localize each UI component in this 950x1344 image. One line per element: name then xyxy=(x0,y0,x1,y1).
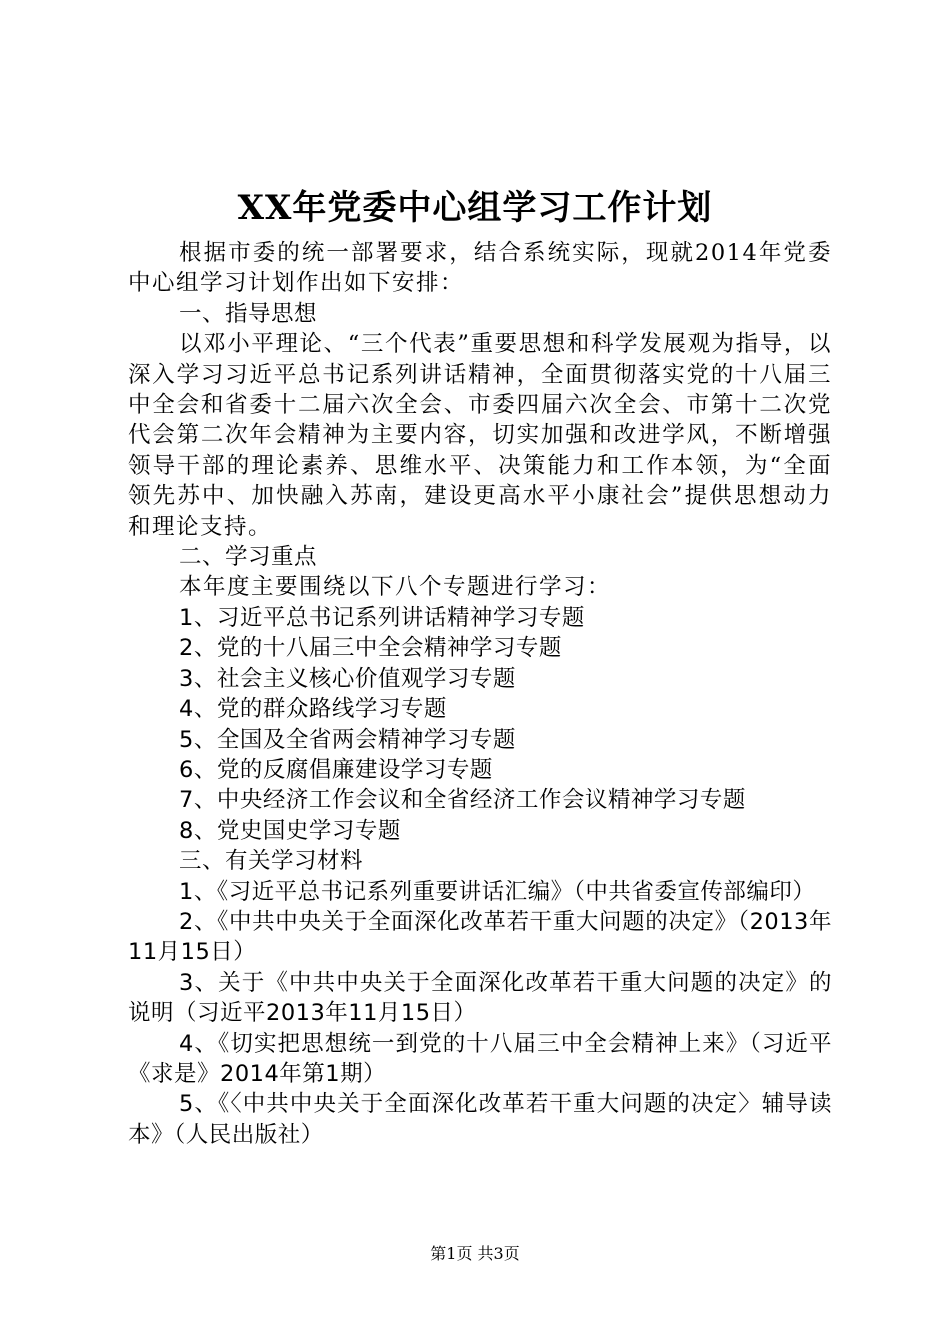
study-topic-item: 2、党的十八届三中全会精神学习专题 xyxy=(179,635,562,662)
study-topic-item: 3、社会主义核心价值观学习专题 xyxy=(179,665,516,692)
study-topic-item: 4、党的群众路线学习专题 xyxy=(179,696,447,723)
study-topic-item: 8、党史国史学习专题 xyxy=(179,817,401,844)
page-footer: 第1页 共3页 xyxy=(430,1244,520,1263)
section-heading-guiding-thought: 一、指导思想 xyxy=(179,300,318,327)
study-focus-intro: 本年度主要围绕以下八个专题进行学习： xyxy=(179,574,612,601)
study-material-item: 3、关于《中共中央关于全面深化改革若干重大问题的决定》的说明（习近平2013年11月15日） xyxy=(128,969,832,1027)
study-topic-item: 5、全国及全省两会精神学习专题 xyxy=(179,726,516,753)
document-body xyxy=(128,238,832,1150)
guiding-thought-paragraph: 以邓小平理论、“三个代表”重要思想和科学发展观为指导，以深入学习习近平总书记系列讲话精神，全面贯彻落实党的十八届三中全会和省委十二届六次全会、市委四届六次全会、市第十二次党代会第二次年会精神为主要内容，切实加强和改进学风，不断增强领导干部的理论素养、思维水平、决策能力和工作本领，为“全面领先苏中、加快融入苏南，建设更高水平小康社会”提供思想动力和理论支持。 xyxy=(128,331,832,540)
study-material-item: 5、《〈中共中央关于全面深化改革若干重大问题的决定〉辅导读本》（人民出版社） xyxy=(128,1091,832,1148)
document-title: XX年党委中心组学习工作计划 xyxy=(237,188,713,228)
section-heading-study-focus: 二、学习重点 xyxy=(179,544,318,571)
study-material-item: 2、《中共中央关于全面深化改革若干重大问题的决定》（2013年11月15日） xyxy=(128,908,832,966)
intro-paragraph: 根据市委的统一部署要求，结合系统实际，现就2014年党委中心组学习计划作出如下安排： xyxy=(128,240,832,297)
study-topic-item: 7、中央经济工作会议和全省经济工作会议精神学习专题 xyxy=(179,787,746,814)
study-topic-item: 6、党的反腐倡廉建设学习专题 xyxy=(179,756,493,783)
study-material-item: 1、《习近平总书记系列重要讲话汇编》（中共省委宣传部编印） xyxy=(179,878,816,905)
study-topic-item: 1、习近平总书记系列讲话精神学习专题 xyxy=(179,604,585,631)
study-material-item: 4、《切实把思想统一到党的十八届三中全会精神上来》（习近平《求是》2014年第1期） xyxy=(128,1030,832,1087)
section-heading-study-materials: 三、有关学习材料 xyxy=(179,848,364,875)
